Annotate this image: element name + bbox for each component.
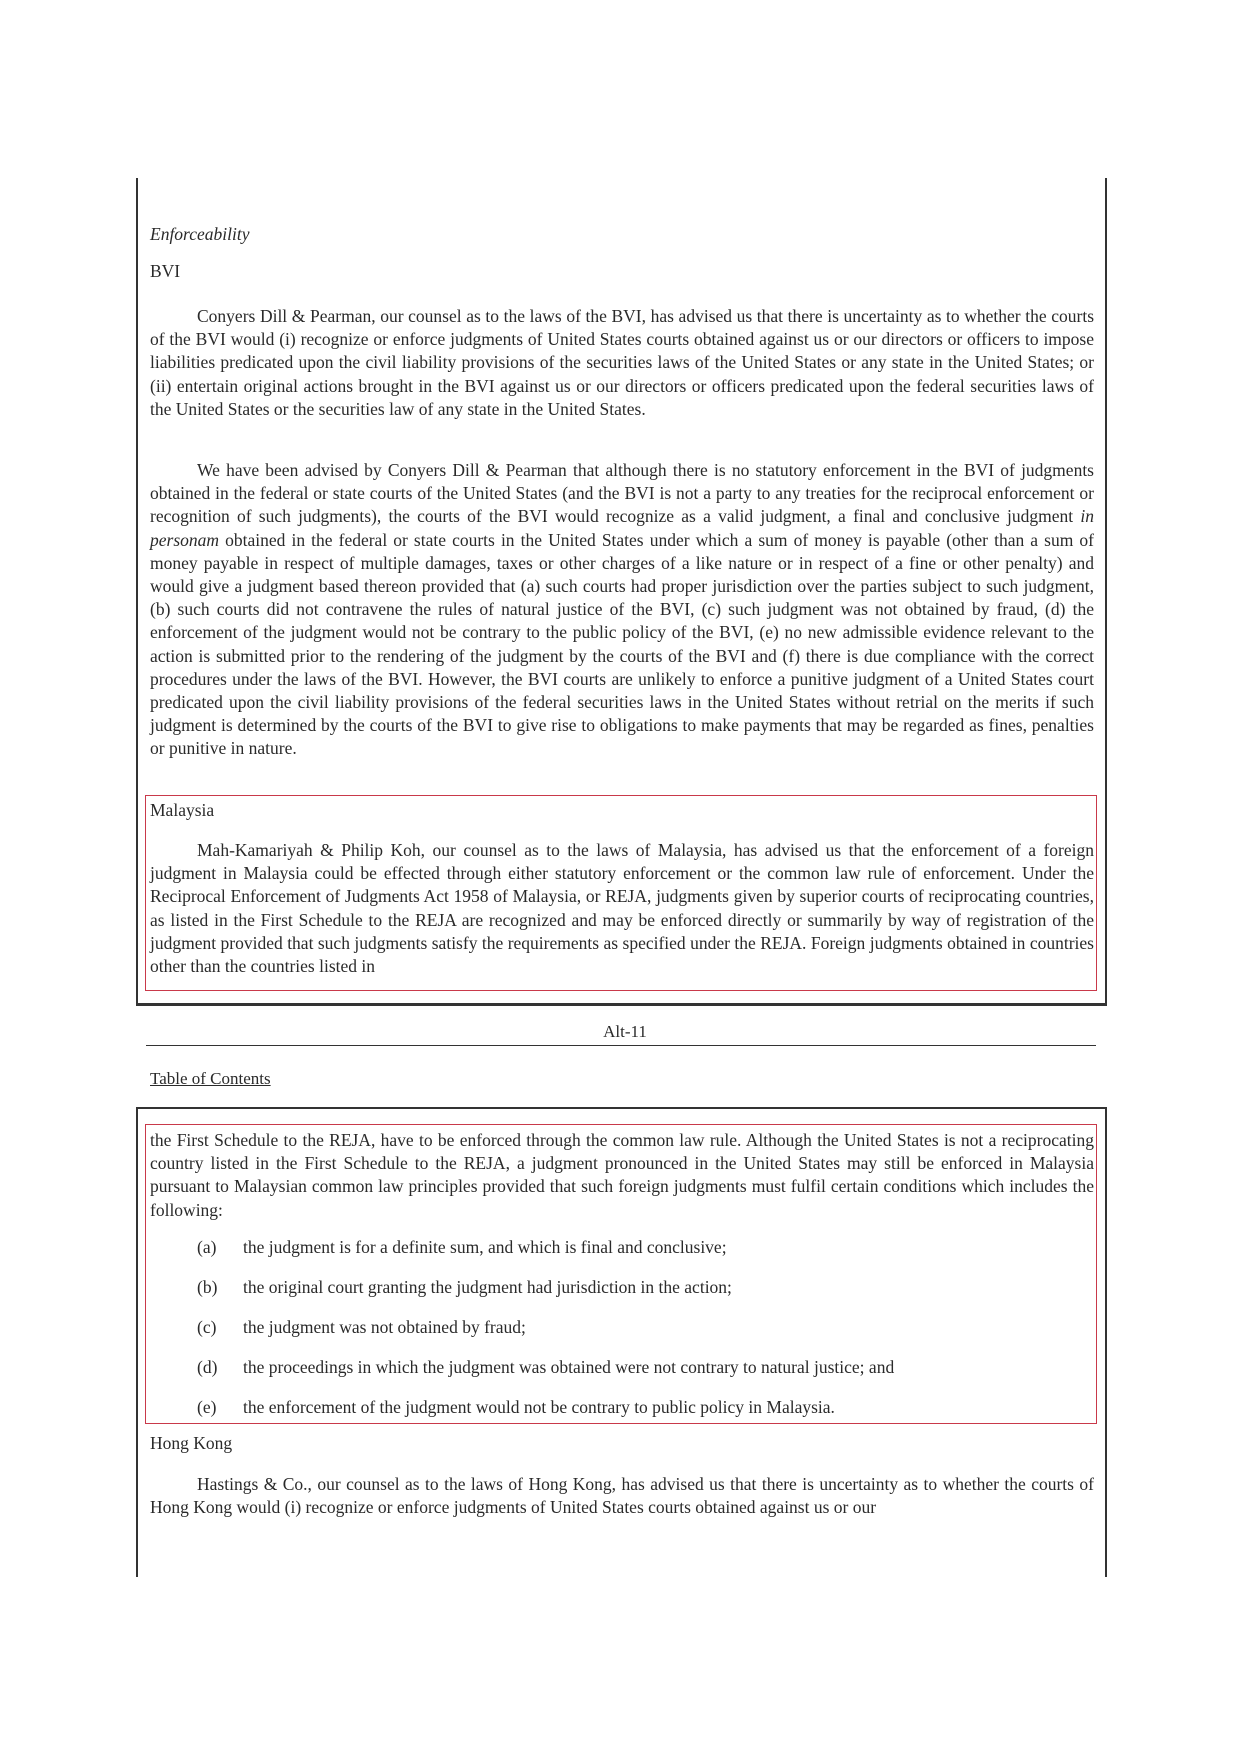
page1-frame-left bbox=[136, 178, 138, 1005]
condition-text: the enforcement of the judgment would not be contrary to public policy in Malaysia. bbox=[243, 1397, 835, 1417]
condition-item-b bbox=[197, 1276, 732, 1299]
hong-kong-paragraph-1: Hastings & Co., our counsel as to the laws of Hong Kong, has advised us that there is uncertainty as to whether the courts of Hong Kong would (i) recognize or enforce judgments of United States courts obtained against us or our bbox=[150, 1474, 1094, 1518]
condition-label: (c) bbox=[197, 1317, 217, 1337]
condition-label: (a) bbox=[197, 1237, 217, 1257]
condition-text: the proceedings in which the judgment was obtained were not contrary to natural justice; and bbox=[243, 1357, 895, 1377]
condition-label: (d) bbox=[197, 1357, 218, 1377]
bvi-paragraph-2 bbox=[150, 459, 1094, 761]
bvi-paragraph-2-part-b: obtained in the federal or state courts in the United States under which a sum of money is payable (other than a sum of money payable in respect of multiple damages, taxes or other charges of a like nature or in respect of a fine or other penalty) and would give a judgment based thereon provided that (a) such courts had proper jurisdiction over the parties subject to such judgment, (b) such courts did not contravene the rules of natural justice of the BVI, (c) such judgment was not obtained by fraud, (d) the enforcement of the judgment would not be contrary to the public policy of the BVI, (e) no new admissible evidence relevant to the action is submitted prior to the rendering of the judgment by the courts of the BVI and (f) there is due compliance with the correct procedures under the laws of the BVI. However, the BVI courts are unlikely to enforce a punitive judgment of a United States court predicated upon the civil liability provisions of the federal securities laws in the United States without retrial on the merits if such judgment is determined by the courts of the BVI to give rise to obligations to make payments that may be regarded as fines, penalties or punitive in nature. bbox=[150, 529, 1094, 759]
hong-kong-heading: Hong Kong bbox=[150, 1433, 233, 1453]
bvi-paragraph-2-italic: in personam bbox=[150, 506, 1094, 550]
page1-frame-bottom bbox=[136, 1003, 1107, 1006]
table-of-contents-link[interactable]: Table of Contents bbox=[150, 1069, 271, 1088]
condition-item-c bbox=[197, 1316, 526, 1339]
page2-frame-right bbox=[1105, 1107, 1107, 1577]
condition-text: the original court granting the judgment had jurisdiction in the action; bbox=[243, 1277, 732, 1297]
condition-item-a bbox=[197, 1236, 727, 1259]
condition-text: the judgment was not obtained by fraud; bbox=[243, 1317, 526, 1337]
bvi-heading: BVI bbox=[150, 261, 181, 281]
malaysia-paragraph-1: Mah-Kamariyah & Philip Koh, our counsel as to the laws of Malaysia, has advised us that the enforcement of a foreign judgment in Malaysia could be effected through either statutory enforcement or the common law rule of enforcement. Under the Reciprocal Enforcement of Judgments Act 1958 of Malaysia, or REJA, judgments given by superior courts of reciprocating countries, as listed in the First Schedule to the REJA are recognized and may be enforced directly or summarily by way of registration of the judgment provided that such judgments satisfy the requirements as specified under the REJA. Foreign judgments obtained in countries other than the countries listed in bbox=[150, 840, 1094, 977]
condition-item-e bbox=[197, 1396, 835, 1419]
page1-frame-right bbox=[1105, 178, 1107, 1005]
condition-item-d bbox=[197, 1356, 894, 1379]
page-number: Alt-11 bbox=[603, 1022, 647, 1041]
bvi-paragraph-1: Conyers Dill & Pearman, our counsel as to the laws of the BVI, has advised us that there is uncertainty as to whether the courts of the BVI would (i) recognize or enforce judgments of United States courts obtained against us or our directors or officers to impose liabilities predicated upon the civil liability provisions of the securities laws of the United States or any state in the United States; or (ii) entertain original actions brought in the BVI against us or our directors or officers predicated upon the federal securities laws of the United States or the securities law of any state in the United States. bbox=[150, 306, 1094, 419]
page2-frame-top bbox=[136, 1107, 1107, 1109]
section-title: Enforceability bbox=[150, 224, 250, 244]
footer-divider bbox=[146, 1045, 1096, 1046]
condition-text: the judgment is for a definite sum, and which is final and conclusive; bbox=[243, 1237, 727, 1257]
condition-label: (e) bbox=[197, 1397, 217, 1417]
condition-label: (b) bbox=[197, 1277, 218, 1297]
malaysia-paragraph-continued: the First Schedule to the REJA, have to be enforced through the common law rule. Although the United States is not a reciprocating country listed in the First Schedule to the REJA, a judgment pronounced in the United States may still be enforced in Malaysia pursuant to Malaysian common law principles provided that such foreign judgments must fulfil certain conditions which includes the following: bbox=[150, 1130, 1094, 1220]
bvi-paragraph-2-part-a: We have been advised by Conyers Dill & Pearman that although there is no statutory enforcement in the BVI of judgments obtained in the federal or state courts of the United States (and the BVI is not a party to any treaties for the reciprocal enforcement or recognition of such judgments), the courts of the BVI would recognize as a valid judgment, a final and conclusive judgment bbox=[150, 460, 1094, 527]
page2-frame-left bbox=[136, 1107, 138, 1577]
malaysia-heading: Malaysia bbox=[150, 800, 215, 820]
